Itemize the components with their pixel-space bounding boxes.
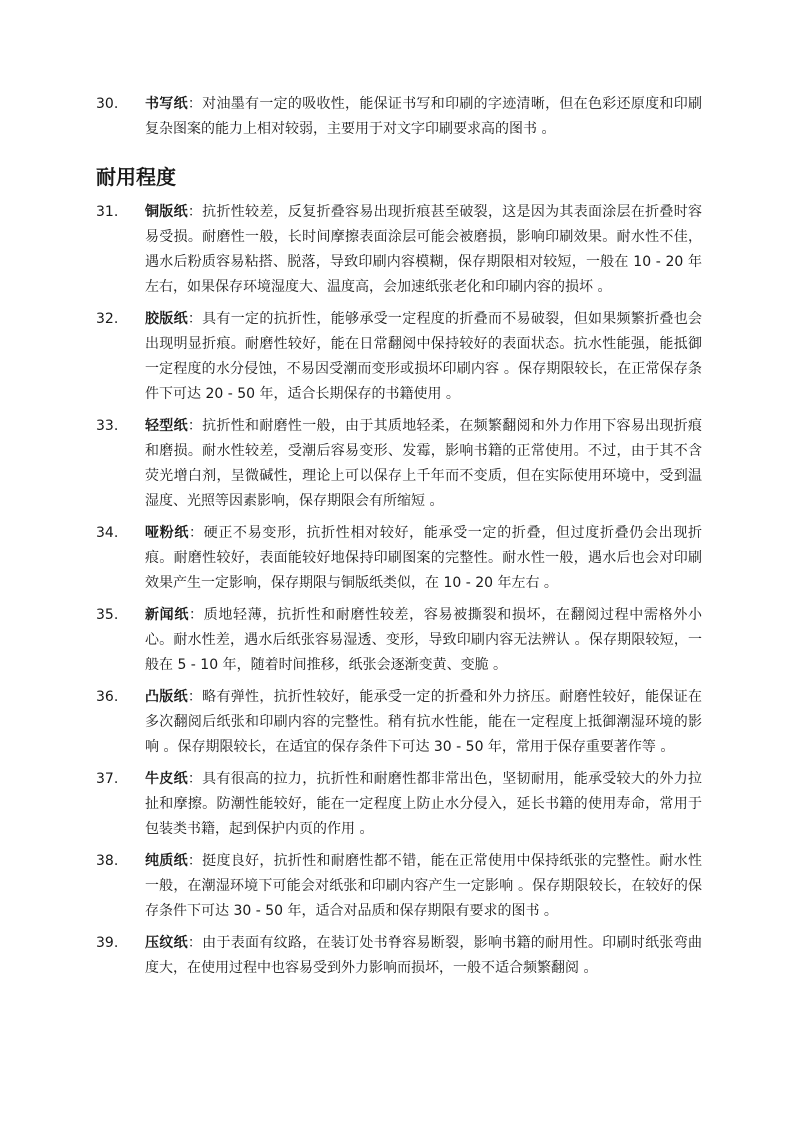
- list-item: [96, 685, 702, 760]
- list-item: [96, 92, 702, 142]
- item-term: 牛皮纸: [145, 771, 188, 787]
- item-term: 压纹纸: [145, 935, 188, 951]
- item-number: 37.: [96, 771, 119, 787]
- list-item: [96, 849, 702, 924]
- item-body: [145, 521, 702, 596]
- paper-durability-list: [0, 200, 794, 988]
- item-number: 32.: [96, 311, 119, 327]
- item-body: [145, 307, 702, 407]
- item-text: ：硬正不易变形，抗折性相对较好，能承受一定的折叠，但过度折叠仍会出现折痕。耐磨性较好，表面能较好地保持印刷图案的完整性。耐水性一般，遇水后也会对印刷效果产生一定影响，保存期限与铜版纸类似，在 10 - 20 年左右 。: [145, 525, 703, 591]
- item-number: 33.: [96, 418, 119, 434]
- list-item: [96, 521, 702, 596]
- item-term: 新闻纸: [145, 607, 190, 623]
- item-body: [145, 849, 702, 924]
- item-number: 36.: [96, 689, 119, 705]
- list-item: [96, 307, 702, 407]
- item-term: 哑粉纸: [145, 525, 190, 541]
- item-number: 35.: [96, 607, 119, 623]
- item-term: 胶版纸: [145, 311, 188, 327]
- item-term: 书写纸: [145, 96, 188, 112]
- list-item: [96, 931, 702, 981]
- list-item: [96, 200, 702, 300]
- item-text: ：具有一定的抗折性，能够承受一定程度的折叠而不易破裂，但如果频繁折叠也会出现明显折痕。耐磨性较好，能在日常翻阅中保持较好的表面状态。抗水性能强，能抵御一定程度的水分侵蚀，不易因受潮而变形或损坏印刷内容 。保存期限较长，在正常保存条件下可达 20 - 50 年，适合长期保存的书籍使用 。: [145, 311, 703, 402]
- item-number: 31.: [96, 204, 119, 220]
- item-body: [145, 92, 702, 142]
- item-body: [145, 931, 702, 981]
- item-text: ：对油墨有一定的吸收性，能保证书写和印刷的字迹清晰，但在色彩还原度和印刷复杂图案的能力上相对较弱，主要用于对文字印刷要求高的图书 。: [145, 96, 703, 137]
- item-body: [145, 603, 702, 678]
- item-text: ：由于表面有纹路，在装订处书脊容易断裂，影响书籍的耐用性。印刷时纸张弯曲度大，在使用过程中也容易受到外力影响而损坏，一般不适合频繁翻阅 。: [145, 935, 703, 976]
- item-term: 纯质纸: [145, 853, 188, 869]
- list-item: [96, 767, 702, 842]
- item-number: 34.: [96, 525, 119, 541]
- item-text: ：质地轻薄，抗折性和耐磨性较差，容易被撕裂和损坏，在翻阅过程中需格外小心。耐水性差，遇水后纸张容易湿透、变形，导致印刷内容无法辨认 。保存期限较短，一般在 5 - 10 年，随着时间推移，纸张会逐渐变黄、变脆 。: [145, 607, 703, 673]
- item-number: 30.: [96, 96, 119, 112]
- item-text: ：抗折性和耐磨性一般，由于其质地轻柔，在频繁翻阅和外力作用下容易出现折痕和磨损。耐水性较差，受潮后容易变形、发霉，影响书籍的正常使用。不过，由于其不含荧光增白剂，呈微碱性，理论上可以保存上千年而不变质，但在实际使用环境中，受到温湿度、光照等因素影响，保存期限会有所缩短 。: [145, 418, 703, 509]
- item-text: ：具有很高的拉力，抗折性和耐磨性都非常出色，坚韧耐用，能承受较大的外力拉扯和摩擦。防潮性能较好，能在一定程度上防止水分侵入，延长书籍的使用寿命，常用于包装类书籍，起到保护内页的作用 。: [145, 771, 703, 837]
- item-number: 38.: [96, 853, 119, 869]
- item-body: [145, 414, 702, 514]
- item-number: 39.: [96, 935, 119, 951]
- list-item: [96, 603, 702, 678]
- list-item: [96, 414, 702, 514]
- item-term: 铜版纸: [145, 204, 188, 220]
- item-body: [145, 767, 702, 842]
- item-text: ：抗折性较差，反复折叠容易出现折痕甚至破裂，这是因为其表面涂层在折叠时容易受损。耐磨性一般，长时间摩擦表面涂层可能会被磨损，影响印刷效果。耐水性不佳，遇水后粉质容易粘搭、脱落，导致印刷内容模糊，保存期限相对较短，一般在 10 - 20 年左右，如果保存环境湿度大、温度高，会加速纸张老化和印刷内容的损坏 。: [145, 204, 703, 295]
- item-term: 轻型纸: [145, 418, 188, 434]
- section-heading: 耐用程度: [96, 165, 176, 189]
- item-body: [145, 685, 702, 760]
- item-text: ：略有弹性，抗折性较好，能承受一定的折叠和外力挤压。耐磨性较好，能保证在多次翻阅后纸张和印刷内容的完整性。稍有抗水性能，能在一定程度上抵御潮湿环境的影响 。保存期限较长，在适宜的保存条件下可达 30 - 50 年，常用于保存重要著作等 。: [145, 689, 703, 755]
- item-term: 凸版纸: [145, 689, 188, 705]
- item-body: [145, 200, 702, 300]
- item-text: ：挺度良好，抗折性和耐磨性都不错，能在正常使用中保持纸张的完整性。耐水性一般，在潮湿环境下可能会对纸张和印刷内容产生一定影响 。保存期限较长，在较好的保存条件下可达 30 - 50 年，适合对品质和保存期限有要求的图书 。: [145, 853, 703, 919]
